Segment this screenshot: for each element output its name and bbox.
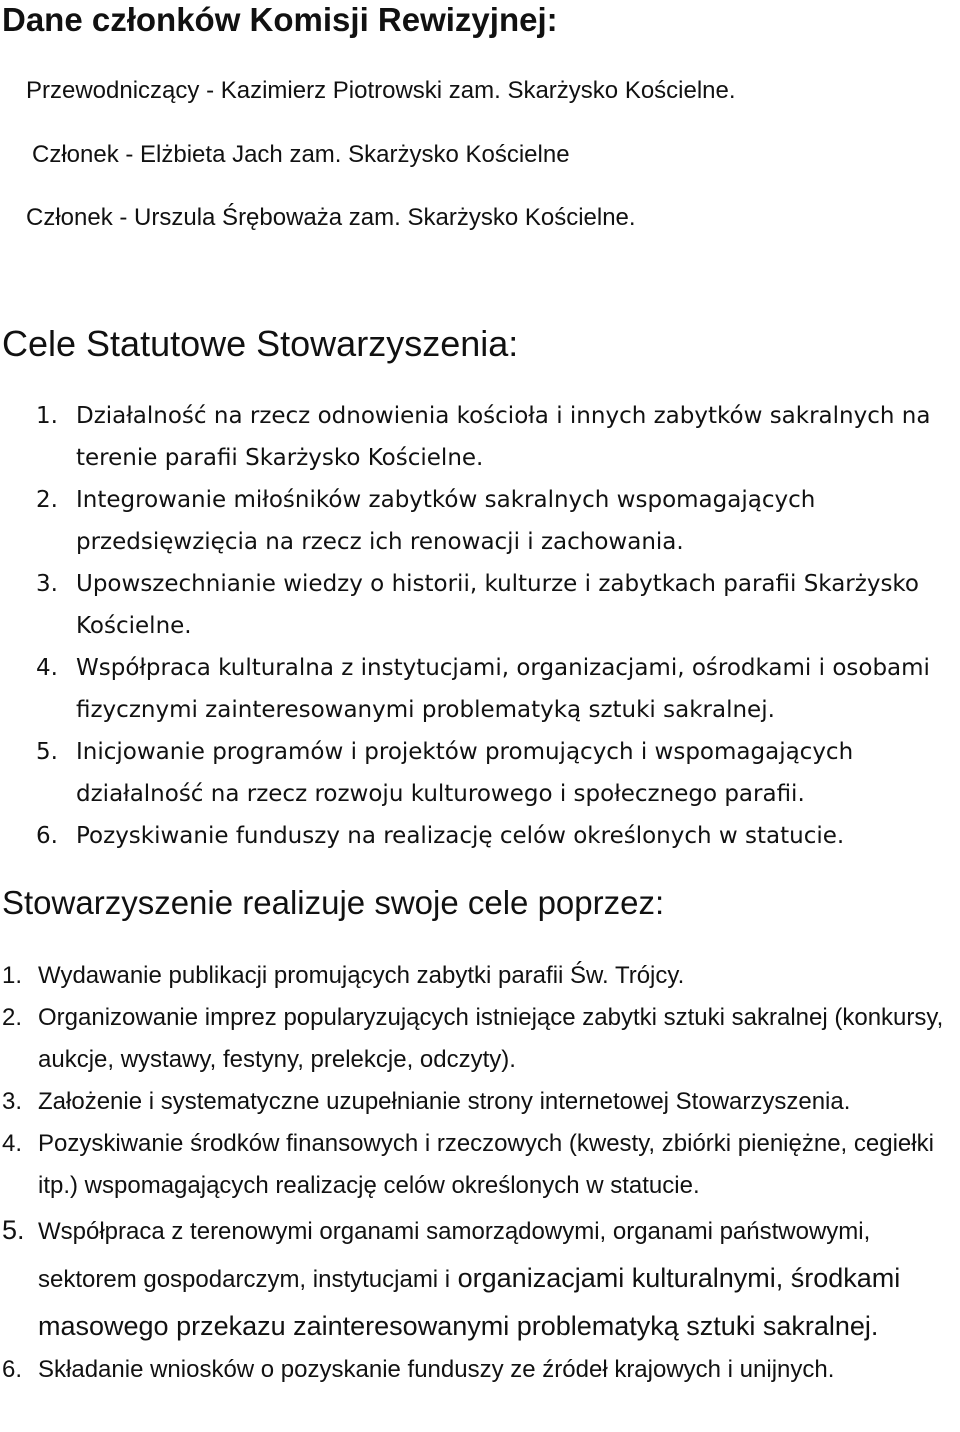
item-number: 3. (2, 1088, 23, 1115)
item-number: 3. (36, 571, 58, 597)
item-text: Integrowanie miłośników zabytków sakralnych wspomagających przedsięwzięcia na rzecz ich renowacji i zachowania. (76, 487, 816, 555)
member-chairman: Przewodniczący - Kazimierz Piotrowski zam. Skarżysko Kościelne. (26, 77, 736, 104)
item-text: Współpraca kulturalna z instytucjami, organizacjami, ośrodkami i osobami fizycznymi zainteresowanymi problematyką sztuki sakralnej. (76, 655, 930, 723)
list-item (0, 563, 960, 647)
item-text: Upowszechnianie wiedzy o historii, kulturze i zabytkach parafii Skarżysko Kościelne. (76, 571, 920, 639)
item-number: 6. (2, 1356, 23, 1383)
cele-list (0, 395, 960, 857)
item-number: 5. (36, 739, 58, 765)
member-2: Członek - Urszula Śręboważa zam. Skarżysko Kościelne. (26, 204, 636, 231)
cele-heading: Cele Statutowe Stowarzyszenia: (2, 323, 519, 364)
list-item (0, 997, 960, 1081)
item-text-lead: Współpraca z terenowymi organami samorządowymi, organami państwowymi, sektorem gospodarczym, instytucjami i (38, 1218, 871, 1293)
item-number: 4. (36, 655, 58, 681)
realizacja-list (0, 955, 960, 1391)
item-text: organizacjami kulturalnymi, środkami masowego przekazu zainteresowanymi problematyką sztuki sakralnej. (38, 1263, 901, 1341)
item-number: 6. (36, 823, 58, 849)
item-text: Działalność na rzecz odnowienia kościoła i innych zabytków sakralnych na terenie parafii Skarżysko Kościelne. (76, 403, 931, 471)
list-item (0, 479, 960, 563)
item-number: 2. (2, 1004, 23, 1031)
item-text: Pozyskiwanie środków finansowych i rzeczowych (kwesty, zbiórki pieniężne, cegiełki itp.) wspomagających realizację celów określonych w statucie. (38, 1130, 934, 1199)
list-item (0, 395, 960, 479)
item-text: Wydawanie publikacji promujących zabytki parafii Św. Trójcy. (38, 962, 685, 989)
list-item (0, 1081, 960, 1123)
list-item (0, 1123, 960, 1207)
realizacja-heading: Stowarzyszenie realizuje swoje cele poprzez: (2, 884, 665, 921)
member-1: Członek - Elżbieta Jach zam. Skarżysko Kościelne (32, 141, 570, 168)
item-number: 5. (2, 1215, 25, 1245)
item-number: 4. (2, 1130, 23, 1157)
list-item (0, 647, 960, 731)
item-text: Pozyskiwanie funduszy na realizację celów określonych w statucie. (76, 823, 845, 849)
komisja-heading: Dane członków Komisji Rewizyjnej: (2, 1, 558, 38)
item-text: Założenie i systematyczne uzupełnianie strony internetowej Stowarzyszenia. (38, 1088, 851, 1115)
list-item (0, 1207, 960, 1349)
item-text: Inicjowanie programów i projektów promujących i wspomagających działalność na rzecz rozwoju kulturowego i społecznego parafii. (76, 739, 854, 807)
list-item (0, 815, 960, 857)
list-item (0, 955, 960, 997)
item-text: Składanie wniosków o pozyskanie funduszy ze źródeł krajowych i unijnych. (38, 1356, 835, 1383)
item-text: Organizowanie imprez popularyzujących istniejące zabytki sztuki sakralnej (konkursy, aukcje, wystawy, festyny, prelekcje, odczyty). (38, 1004, 944, 1073)
item-number: 1. (36, 403, 58, 429)
list-item (0, 1349, 960, 1391)
item-number: 1. (2, 962, 23, 989)
item-number: 2. (36, 487, 58, 513)
list-item (0, 731, 960, 815)
